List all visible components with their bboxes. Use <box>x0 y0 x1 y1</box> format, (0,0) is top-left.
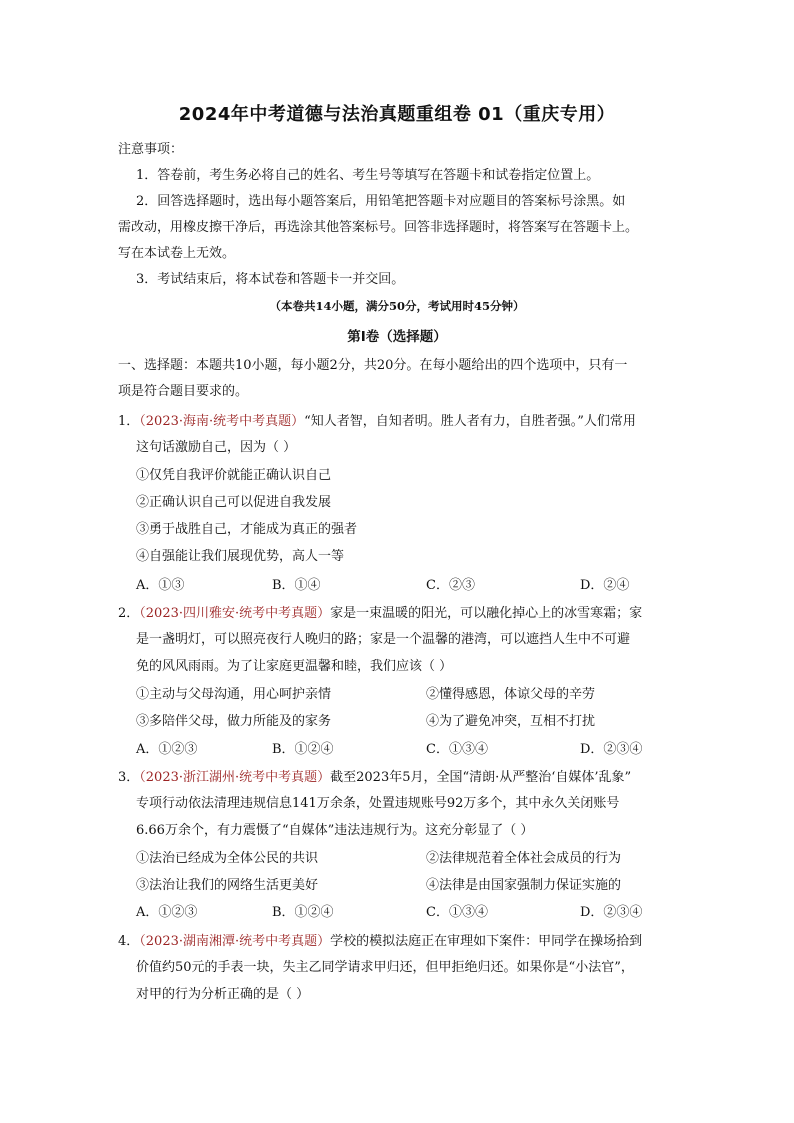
question-stem-line: 对甲的行为分析正确的是（ ） <box>136 987 310 1002</box>
statement: ②法律规范着全体社会成员的行为 <box>426 851 622 866</box>
question-3-stem: 3．（2023·浙江湖州·统考中考真题）截至2023年5月，全国“清朗·从严整治‘自媒体’乱象” <box>118 770 632 785</box>
option-c[interactable]: C．①③④ <box>426 905 488 920</box>
notice-item: 需改动，用橡皮擦干净后，再选涂其他答案标号。回答非选择题时，将答案写在答题卡上。 <box>118 220 639 235</box>
statement: ①主动与父母沟通，用心呵护亲情 <box>136 687 332 702</box>
statement: ③勇于战胜自己，才能成为真正的强者 <box>136 522 358 537</box>
statement: ①法治已经成为全体公民的共识 <box>136 851 319 866</box>
notice-item: 写在本试卷上无效。 <box>118 246 236 261</box>
question-source: （2023·湖南湘潭·统考中考真题） <box>139 934 331 949</box>
statement: ②正确认识自己可以促进自我发展 <box>136 495 332 510</box>
statement: ①仅凭自我评价就能正确认识自己 <box>136 468 332 483</box>
question-number: 2． <box>118 606 140 621</box>
question-number: 1． <box>118 414 140 429</box>
option-b[interactable]: B．①②④ <box>272 905 334 920</box>
option-a[interactable]: A．①③ <box>136 578 185 593</box>
notice-item: 3．考试结束后，将本试卷和答题卡一并交回。 <box>136 272 405 287</box>
question-2-stem: 2．（2023·四川雅安·统考中考真题）家是一束温暖的阳光，可以融化掉心上的冰雪寒霜；家 <box>118 606 643 621</box>
question-number: 3． <box>118 770 140 785</box>
option-d[interactable]: D．②③④ <box>580 905 643 920</box>
option-a[interactable]: A．①②③ <box>136 905 198 920</box>
exam-summary: （本卷共14小题，满分50分，考试用时45分钟） <box>269 299 525 313</box>
question-stem-line: 是一盏明灯，可以照亮夜行人晚归的路；家是一个温馨的港湾，可以遮挡人生中不可避 <box>136 632 631 647</box>
statement: ②懂得感恩，体谅父母的辛劳 <box>426 687 596 702</box>
question-stem-line: 专项行动依法清理违规信息141万余条，处置违规账号92万多个，其中永久关闭账号 <box>136 796 620 811</box>
statement: ④法律是由国家强制力保证实施的 <box>426 878 622 893</box>
section-title: 第Ⅰ卷（选择题） <box>347 329 447 345</box>
statement: ④为了避免冲突，互相不打扰 <box>426 714 596 729</box>
notice-heading: 注意事项： <box>118 142 184 157</box>
page-title: 2024年中考道德与法治真题重组卷 01（重庆专用） <box>178 104 616 125</box>
question-1-stem: 1．（2023·海南·统考中考真题）“知人者智，自知者明。胜人者有力，自胜者强。”人们常用 <box>118 414 636 429</box>
option-c[interactable]: C．①③④ <box>426 742 488 757</box>
part-intro: 一、选择题：本题共10小题，每小题2分，共20分。在每小题给出的四个选项中，只有一 <box>118 358 628 373</box>
notice-item: 2．回答选择题时，选出每小题答案后，用铅笔把答题卡对应题目的答案标号涂黑。如 <box>136 194 626 209</box>
question-source: （2023·四川雅安·统考中考真题） <box>139 606 331 621</box>
option-d[interactable]: D．②④ <box>580 578 630 593</box>
statement: ④自强能让我们展现优势，高人一等 <box>136 549 345 564</box>
option-d[interactable]: D．②③④ <box>580 742 643 757</box>
question-source: （2023·浙江湖州·统考中考真题） <box>139 770 331 785</box>
option-a[interactable]: A．①②③ <box>136 742 198 757</box>
notice-item: 1．答卷前，考生务必将自己的姓名、考生号等填写在答题卡和试卷指定位置上。 <box>136 168 600 183</box>
question-4-stem: 4．（2023·湖南湘潭·统考中考真题）学校的模拟法庭正在审理如下案件：甲同学在操场拾到 <box>118 934 643 949</box>
question-stem-line: 6.66万余个，有力震慑了“自媒体”违法违规行为。这充分彰显了（ ） <box>136 823 534 838</box>
statement: ③法治让我们的网络生活更美好 <box>136 878 319 893</box>
option-c[interactable]: C．②③ <box>426 578 475 593</box>
question-stem-line: 免的风风雨雨。为了让家庭更温馨和睦，我们应该（ ） <box>136 659 453 674</box>
question-stem-line: 价值约50元的手表一块，失主乙同学请求甲归还，但甲拒绝归还。如果你是“小法官”， <box>136 960 634 975</box>
statement: ③多陪伴父母，做力所能及的家务 <box>136 714 332 729</box>
option-b[interactable]: B．①②④ <box>272 742 334 757</box>
part-intro: 项是符合题目要求的。 <box>118 384 249 399</box>
question-source: （2023·海南·统考中考真题） <box>139 414 305 429</box>
question-number: 4． <box>118 934 140 949</box>
question-stem-line: 这句话激励自己，因为（ ） <box>136 440 297 455</box>
option-b[interactable]: B．①④ <box>272 578 321 593</box>
